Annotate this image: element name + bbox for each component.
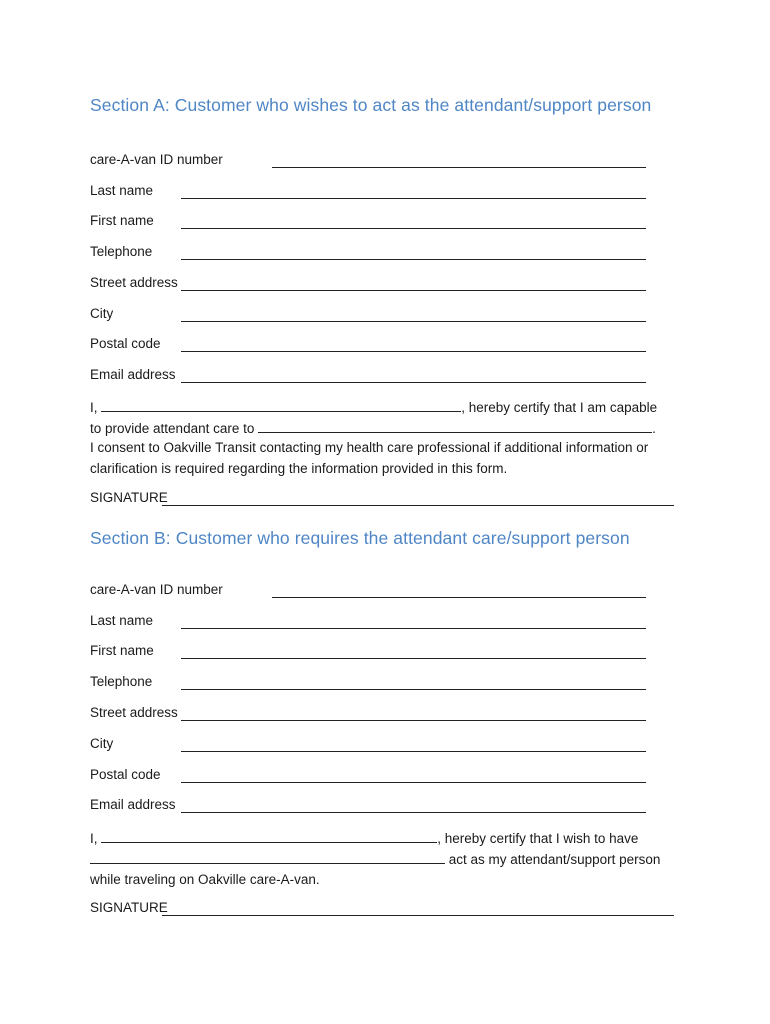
attendant-name-blank[interactable] [90, 849, 445, 864]
last-name-input-line[interactable] [181, 628, 646, 629]
section-b-street-address-field[interactable] [90, 705, 650, 725]
field-label: First name [90, 213, 154, 228]
section-a-first-name-field[interactable] [90, 213, 650, 233]
postal-code-input-line[interactable] [181, 782, 646, 783]
street-address-input-line[interactable] [181, 290, 646, 291]
section-b-signature-field[interactable] [90, 900, 675, 920]
section-a-signature-field[interactable] [90, 490, 675, 510]
attendant-name-blank[interactable] [101, 397, 461, 412]
section-a-care-a-van-id-field[interactable] [90, 152, 650, 172]
section-b-postal-code-field[interactable] [90, 767, 650, 787]
certify-suffix: , hereby certify that I wish to have [437, 831, 639, 846]
signature-input-line[interactable] [162, 915, 674, 916]
field-label: Postal code [90, 767, 161, 782]
field-label: Street address [90, 705, 178, 720]
section-b-care-a-van-id-field[interactable] [90, 582, 650, 602]
care-a-van-id-input-line[interactable] [272, 597, 646, 598]
telephone-input-line[interactable] [181, 689, 646, 690]
field-label: First name [90, 643, 154, 658]
section-a-postal-code-field[interactable] [90, 336, 650, 356]
field-label: care-A-van ID number [90, 152, 223, 167]
section-b-city-field[interactable] [90, 736, 650, 756]
field-label: Telephone [90, 674, 153, 689]
care-recipient-blank[interactable] [258, 418, 652, 433]
section-a-last-name-field[interactable] [90, 183, 650, 203]
care-a-van-id-input-line[interactable] [272, 167, 646, 168]
field-label: Telephone [90, 244, 153, 259]
section-a-telephone-field[interactable] [90, 244, 650, 264]
section-a-consent-line-1: I consent to Oakville Transit contacting my health care professional if additional information or [90, 440, 649, 455]
last-name-input-line[interactable] [181, 198, 646, 199]
section-a-email-field[interactable] [90, 367, 650, 387]
certify-suffix: , hereby certify that I am capable [461, 400, 658, 415]
section-b-telephone-field[interactable] [90, 674, 650, 694]
field-label: Email address [90, 367, 176, 382]
field-label: Last name [90, 613, 154, 628]
section-b-email-field[interactable] [90, 797, 650, 817]
section-b-certify-line-2 [90, 849, 660, 870]
email-input-line[interactable] [181, 382, 646, 383]
section-b-heading: Section B: Customer who requires the attendant care/support person [90, 528, 630, 548]
field-label: Street address [90, 275, 178, 290]
telephone-input-line[interactable] [181, 259, 646, 260]
signature-input-line[interactable] [162, 505, 674, 506]
section-a-heading: Section A: Customer who wishes to act as the attendant/support person [90, 95, 652, 115]
field-label: Last name [90, 183, 154, 198]
city-input-line[interactable] [181, 321, 646, 322]
section-a-consent-line-2: clarification is required regarding the information provided in this form. [90, 461, 508, 476]
section-b-first-name-field[interactable] [90, 643, 650, 663]
section-a-certify-line-1 [90, 397, 657, 418]
section-b-certify-line-3: while traveling on Oakville care-A-van. [90, 872, 320, 887]
first-name-input-line[interactable] [181, 658, 646, 659]
section-a-street-address-field[interactable] [90, 275, 650, 295]
certify-prefix: I, [90, 400, 98, 415]
first-name-input-line[interactable] [181, 228, 646, 229]
section-b-last-name-field[interactable] [90, 613, 650, 633]
certify-prefix: I, [90, 831, 98, 846]
field-label: Postal code [90, 336, 161, 351]
certify-line2-suffix: . [652, 421, 656, 436]
signature-label: SIGNATURE [90, 490, 168, 505]
field-label: City [90, 736, 114, 751]
signature-label: SIGNATURE [90, 900, 168, 915]
street-address-input-line[interactable] [181, 720, 646, 721]
section-a-certify-line-2 [90, 418, 656, 439]
postal-code-input-line[interactable] [181, 351, 646, 352]
city-input-line[interactable] [181, 751, 646, 752]
section-a-city-field[interactable] [90, 306, 650, 326]
field-label: City [90, 306, 114, 321]
field-label: Email address [90, 797, 176, 812]
customer-name-blank[interactable] [101, 828, 437, 843]
certify-line2-suffix: act as my attendant/support person [448, 852, 661, 867]
certify-line2-prefix: to provide attendant care to [90, 421, 255, 436]
email-input-line[interactable] [181, 812, 646, 813]
section-b-certify-line-1 [90, 828, 638, 849]
field-label: care-A-van ID number [90, 582, 223, 597]
